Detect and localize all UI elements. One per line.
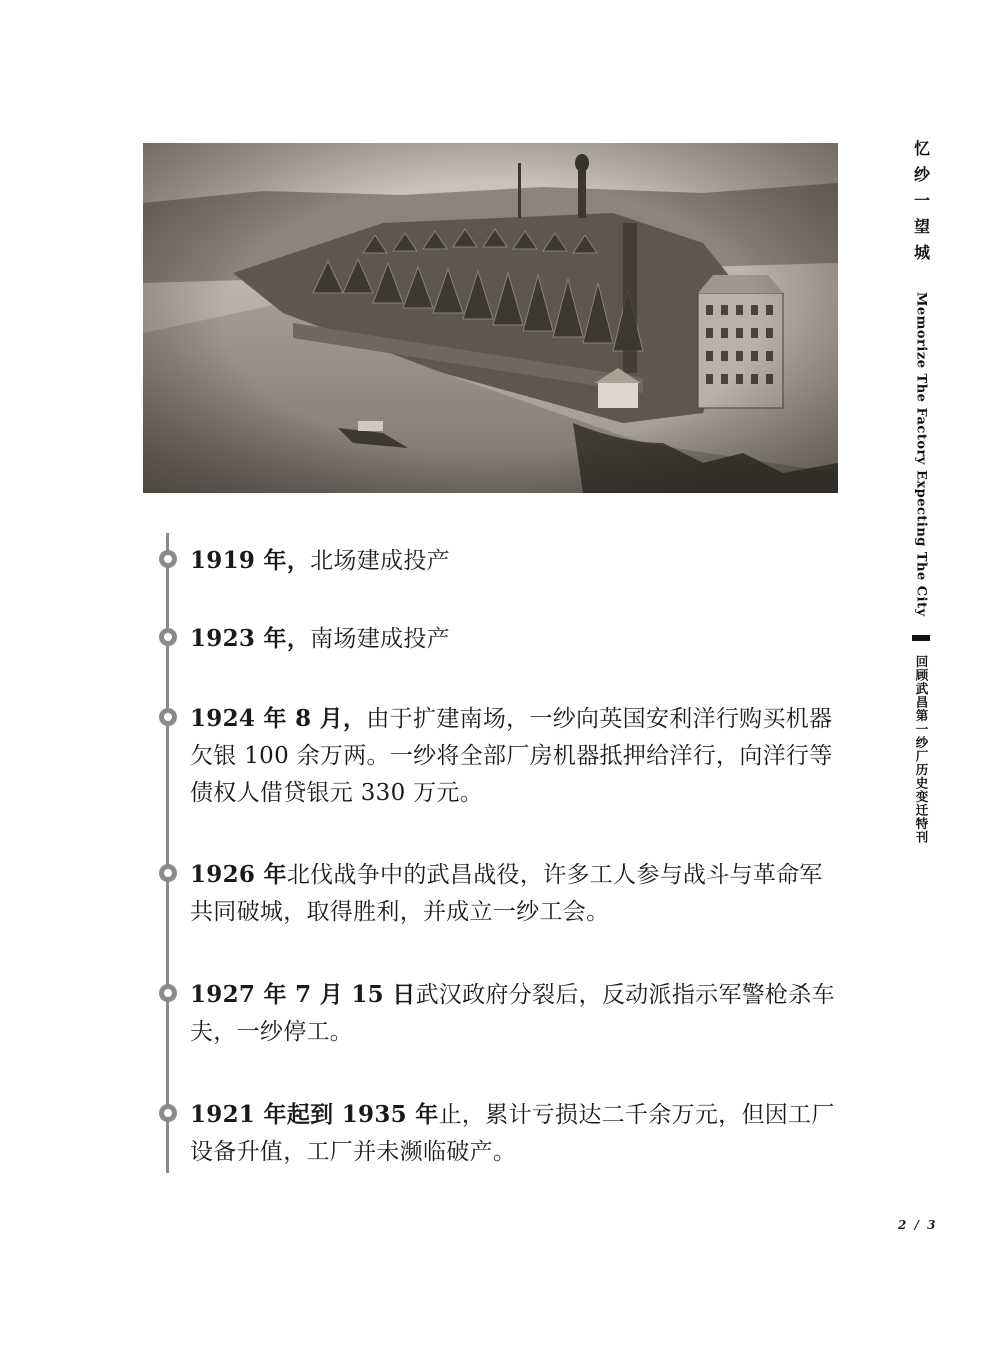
- page-number: 2 / 3: [898, 1218, 938, 1232]
- timeline-entry: [190, 1096, 840, 1171]
- timeline-entry: [190, 542, 840, 580]
- entry-year: 1926 年: [190, 861, 287, 888]
- timeline-entry: [190, 976, 840, 1051]
- timeline-entry: [190, 856, 840, 931]
- entry-text: 北场建成投产: [310, 548, 450, 574]
- side-title: 忆纱一望城: [911, 140, 931, 270]
- entry-year: 1927 年 7 月 15 日: [190, 981, 416, 1008]
- timeline-dot: [159, 984, 177, 1002]
- timeline-entry: [190, 700, 840, 812]
- entry-year: 1923 年，: [190, 625, 311, 652]
- side-banner: [906, 140, 936, 844]
- entry-text: 北伐战争中的武昌战役，许多工人参与战斗与革命军共同破城，取得胜利，并成立一纱工会。: [190, 862, 823, 925]
- factory-photo: [143, 143, 838, 493]
- side-divider: [912, 635, 930, 641]
- timeline-dot: [159, 1104, 177, 1122]
- timeline-dot: [159, 550, 177, 568]
- entry-text: 由于扩建南场，一纱向英国安利洋行购买机器欠银 100 余万两。一纱将全部厂房机器抵押给洋行，向洋行等债权人借贷银元 330 万元。: [190, 706, 833, 806]
- timeline-dot: [159, 864, 177, 882]
- entry-year: 1921 年起到 1935 年: [190, 1101, 439, 1128]
- entry-year: 1924 年 8 月，: [190, 705, 367, 732]
- side-subtitle: 回顾武昌第一纱厂历史变迁特刊: [914, 654, 929, 844]
- entry-text: 止，累计亏损达二千余万元，但因工厂设备升值，工厂并未濒临破产。: [190, 1102, 835, 1165]
- timeline-dot: [159, 628, 177, 646]
- timeline-dot: [159, 708, 177, 726]
- timeline-entry: [190, 620, 840, 658]
- entry-text: 南场建成投产: [310, 626, 450, 652]
- entry-text: 武汉政府分裂后，反动派指示军警枪杀车夫，一纱停工。: [190, 982, 835, 1045]
- entry-year: 1919 年，: [190, 547, 311, 574]
- side-english-title: Memorize The Factory Expecting The City: [913, 292, 929, 617]
